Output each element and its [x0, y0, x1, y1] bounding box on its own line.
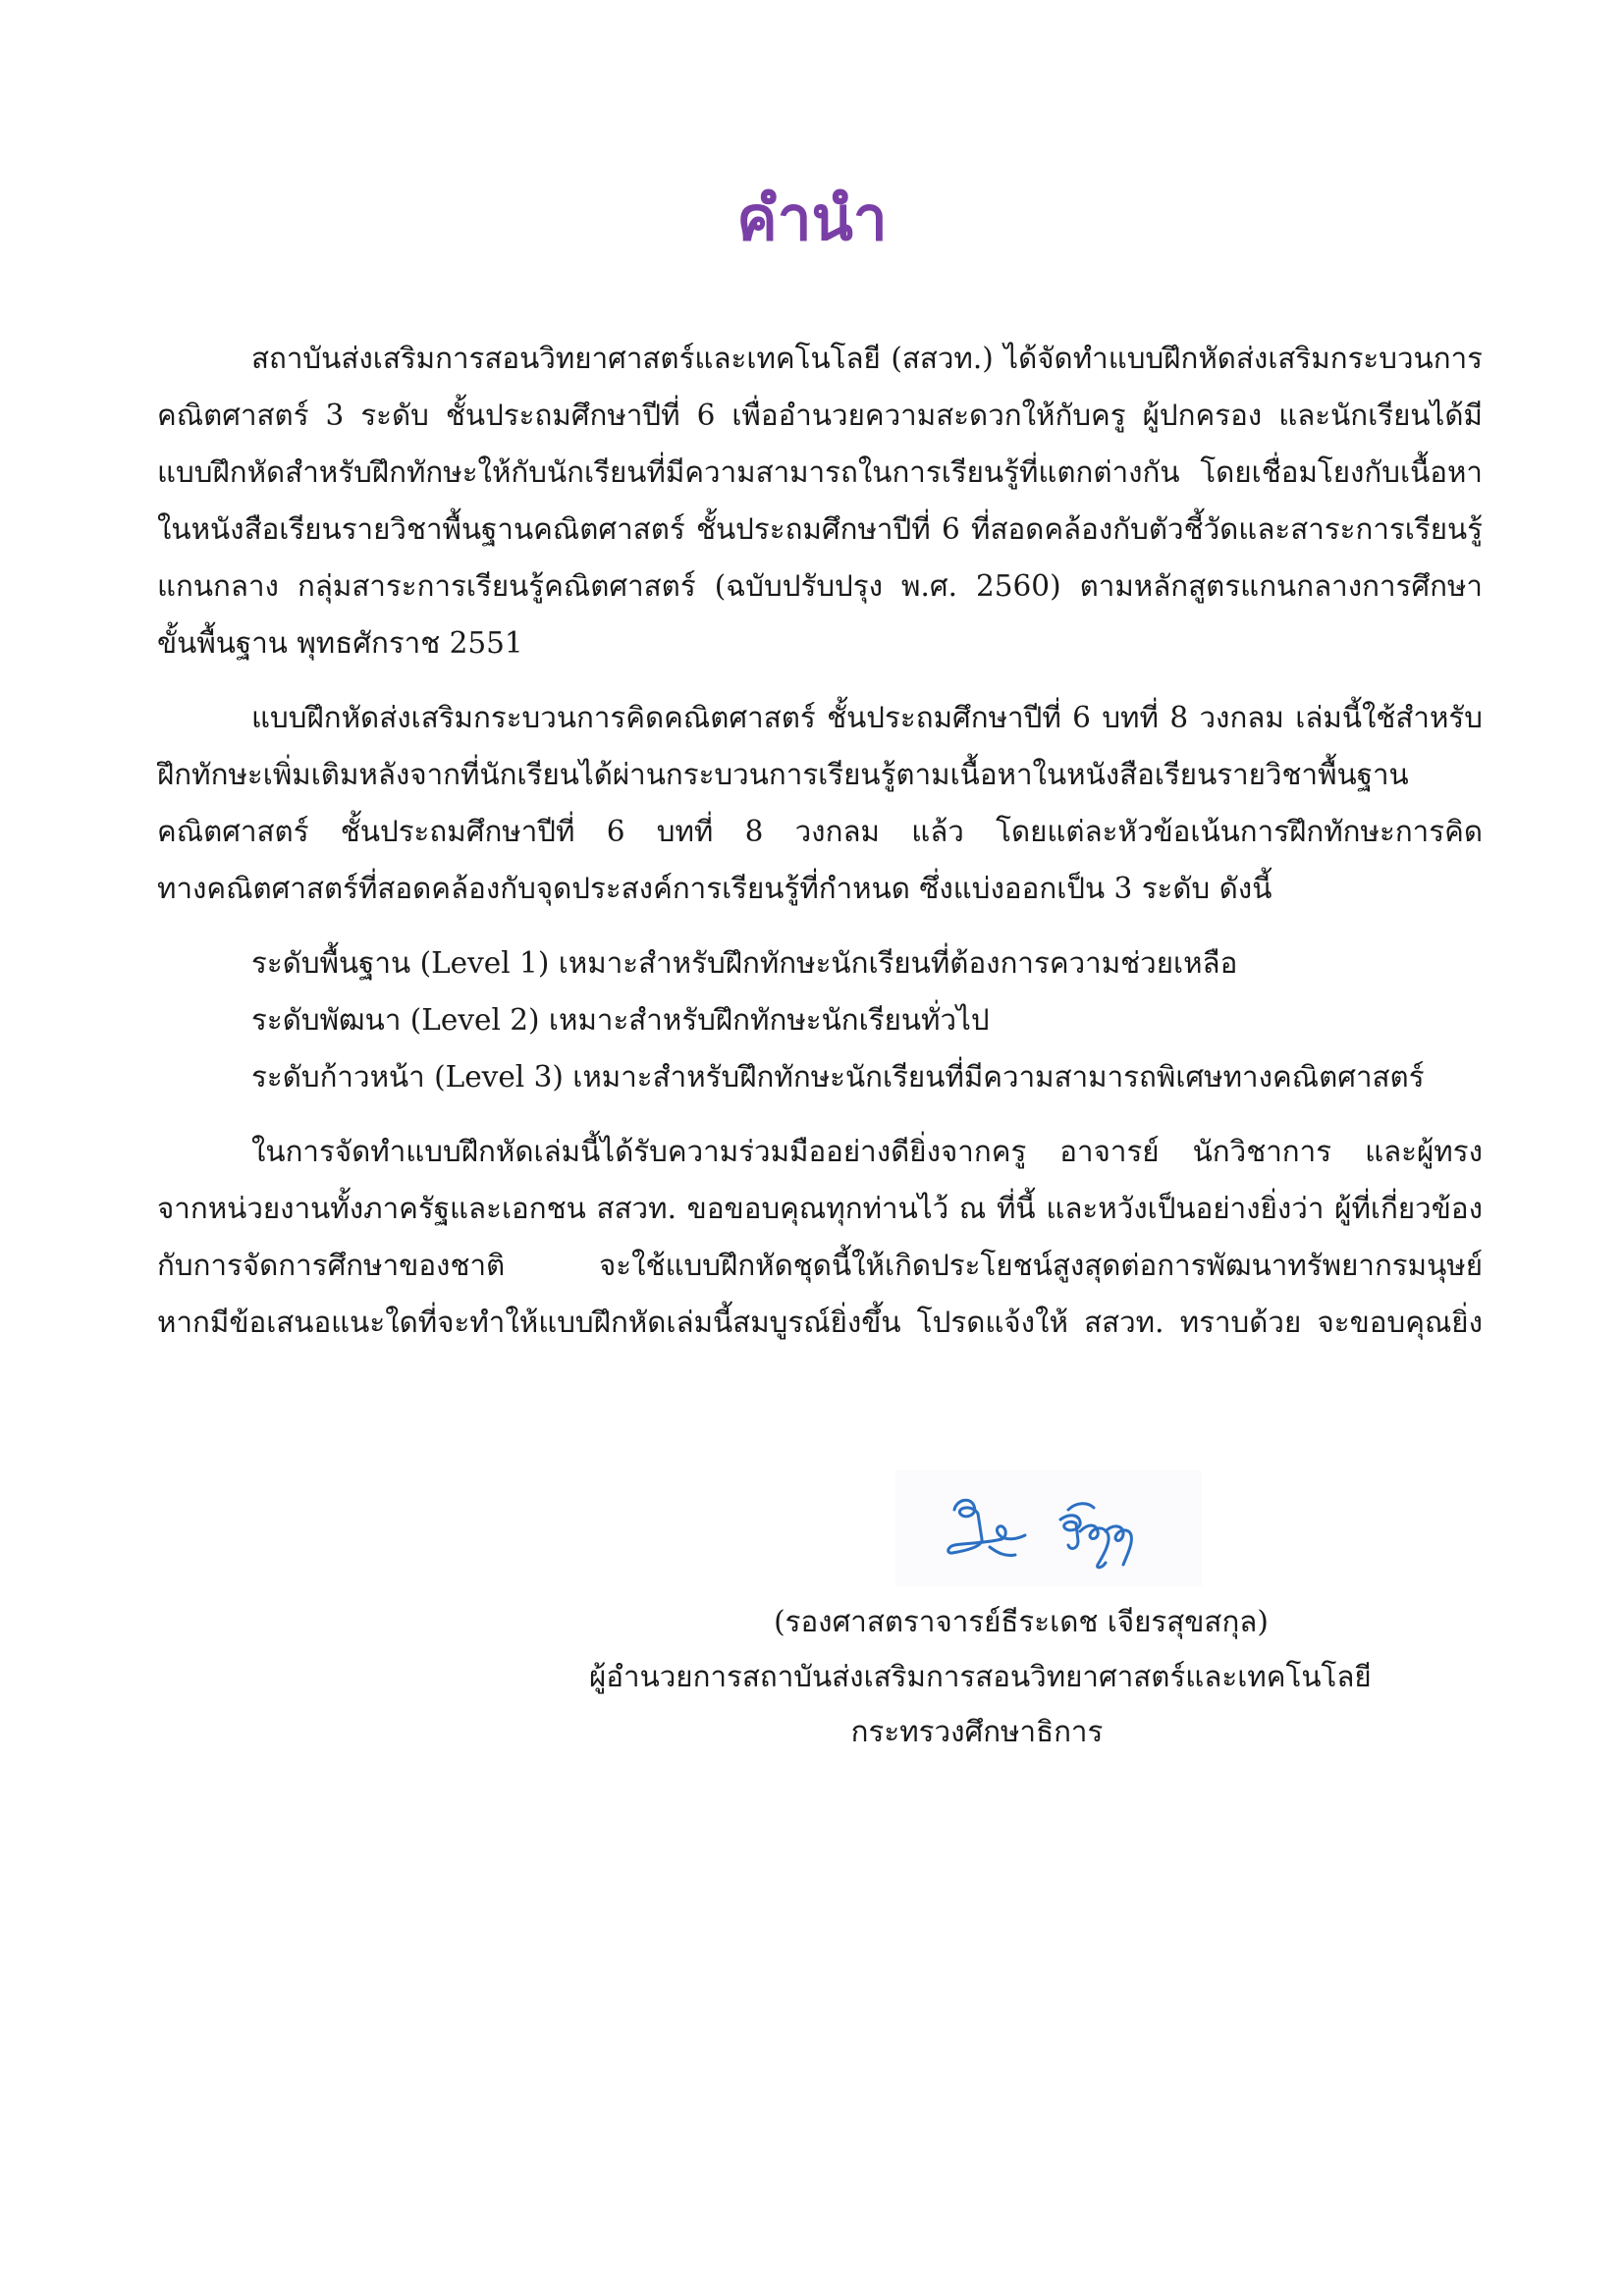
paragraph-line: ในหนังสือเรียนรายวิชาพื้นฐานคณิตศาสตร์ ชั้นประถมศึกษาปีที่ 6 ที่สอดคล้องกับตัวชี้วัดและสาระการเรียนรู้ [157, 512, 1483, 546]
signer-ministry: กระทรวงศึกษาธิการ [850, 1715, 1104, 1748]
level-item-basic: ระดับพื้นฐาน (Level 1) เหมาะสำหรับฝึกทักษะนักเรียนที่ต้องการความช่วยเหลือ [251, 946, 1238, 980]
signer-position: ผู้อำนวยการสถาบันส่งเสริมการสอนวิทยาศาสตร์และเทคโนโลยี [589, 1660, 1372, 1693]
paragraph-line: สถาบันส่งเสริมการสอนวิทยาศาสตร์และเทคโนโลยี (สสวท.) ได้จัดทำแบบฝึกหัดส่งเสริมกระบวนการ [251, 342, 1483, 375]
paragraph-line: หากมีข้อเสนอแนะใดที่จะทำให้แบบฝึกหัดเล่มนี้สมบูรณ์ยิ่งขึ้น โปรดแจ้งให้ สสวท. ทราบด้วย จะขอบคุณยิ่ง [157, 1306, 1483, 1339]
paragraph-introduction [157, 330, 1483, 671]
paragraph-line: กับการจัดการศึกษาของชาติ จะใช้แบบฝึกหัดชุดนี้ให้เกิดประโยชน์สูงสุดต่อการพัฒนาทรัพยากรมนุษย์ [157, 1249, 1483, 1282]
paragraph-purpose [157, 689, 1483, 917]
level-list [157, 934, 1483, 1105]
paragraph-line: ทางคณิตศาสตร์ที่สอดคล้องกับจุดประสงค์การเรียนรู้ที่กำหนด ซึ่งแบ่งออกเป็น 3 ระดับ ดังนี้ [157, 872, 1272, 905]
paragraph-line: คณิตศาสตร์ ชั้นประถมศึกษาปีที่ 6 บทที่ 8 วงกลม แล้ว โดยแต่ละหัวข้อเน้นการฝึกทักษะการคิด [157, 815, 1483, 848]
paragraph-line: คณิตศาสตร์ 3 ระดับ ชั้นประถมศึกษาปีที่ 6 เพื่ออำนวยความสะดวกให้กับครู ผู้ปกครอง และนักเรียนได้มี [157, 399, 1483, 432]
paragraph-line: จากหน่วยงานทั้งภาครัฐและเอกชน สสวท. ขอขอบคุณทุกท่านไว้ ณ ที่นี้ และหวังเป็นอย่างยิ่งว่า ผู้ที่เกี่ยวข้อง [157, 1192, 1483, 1225]
paragraph-line: แบบฝึกหัดส่งเสริมกระบวนการคิดคณิตศาสตร์ ชั้นประถมศึกษาปีที่ 6 บทที่ 8 วงกลม เล่มนี้ใช้สำหรับ [251, 701, 1483, 734]
page-title: คำนำ [736, 183, 888, 254]
signer-name: (รองศาสตราจารย์ธีระเดช เจียรสุขสกุล) [774, 1605, 1269, 1638]
body-text [157, 330, 1483, 1368]
paragraph-line: แกนกลาง กลุ่มสาระการเรียนรู้คณิตศาสตร์ (ฉบับปรับปรุง พ.ศ. 2560) ตามหลักสูตรแกนกลางการศึกษา [157, 569, 1483, 603]
signature-image [895, 1470, 1202, 1586]
signer-block [589, 1594, 1372, 1759]
paragraph-line: ขั้นพื้นฐาน พุทธศักราช 2551 [157, 626, 523, 660]
paragraph-acknowledgement [157, 1123, 1483, 1351]
paragraph-line: แบบฝึกหัดสำหรับฝึกทักษะให้กับนักเรียนที่มีความสามารถในการเรียนรู้ที่แตกต่างกัน โดยเชื่อมโยงกับเนื้อหา [157, 455, 1483, 489]
paragraph-line: ในการจัดทำแบบฝึกหัดเล่มนี้ได้รับความร่วมมืออย่างดียิ่งจากครู อาจารย์ นักวิชาการ และผู้ทรง [251, 1135, 1483, 1168]
paragraph-line: ฝึกทักษะเพิ่มเติมหลังจากที่นักเรียนได้ผ่านกระบวนการเรียนรู้ตามเนื้อหาในหนังสือเรียนรายวิชาพื้นฐาน [157, 758, 1409, 791]
level-item-developing: ระดับพัฒนา (Level 2) เหมาะสำหรับฝึกทักษะนักเรียนทั่วไป [251, 1003, 990, 1037]
level-item-advanced: ระดับก้าวหน้า (Level 3) เหมาะสำหรับฝึกทักษะนักเรียนที่มีความสามารถพิเศษทางคณิตศาสตร์ [251, 1060, 1425, 1094]
